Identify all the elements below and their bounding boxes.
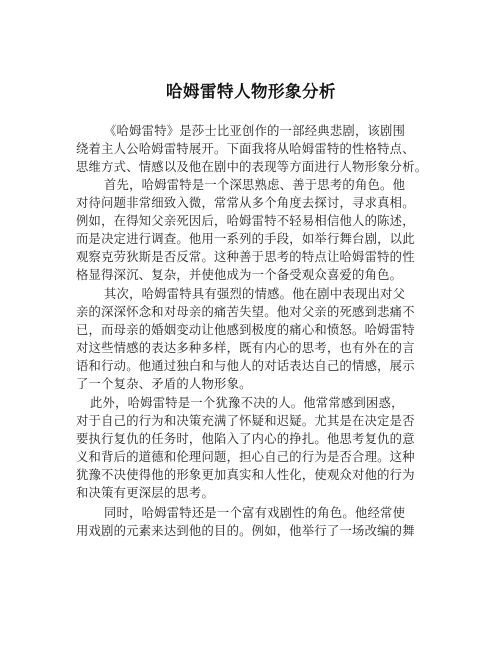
paragraph-line: 思维方式、情感以及他在剧中的表现等方面进行人物形象分析。: [76, 160, 428, 174]
paragraph-line: 格显得深沉、复杂，并使他成为一个备受观众喜爱的角色。: [76, 268, 403, 282]
document-title: 哈姆雷特人物形象分析: [166, 82, 336, 101]
paragraph-line: 要执行复仇的任务时，他陷入了内心的挣扎。他思考复仇的意: [76, 432, 415, 446]
paragraph-line: 《哈姆雷特》是莎士比亚创作的一部经典悲剧，该剧围: [104, 124, 406, 138]
paragraph-line: 对这些情感的表达多种多样，既有内心的思考，也有外在的言: [76, 341, 415, 355]
paragraph-line: 和决策有更深层的思考。: [76, 486, 215, 500]
paragraph-line: 绕着主人公哈姆雷特展开。下面我将从哈姆雷特的性格特点、: [76, 142, 415, 156]
paragraph-line: 犹豫不决使得他的形象更加真实和人性化，使观众对他的行为: [76, 468, 415, 482]
paragraph-line: 用戏剧的元素来达到他的目的。例如，他举行了一场改编的舞: [76, 524, 415, 538]
paragraph-line: 语和行动。他通过独白和与他人的对话表达自己的情感，展示: [76, 359, 415, 373]
paragraph-line: 已，而母亲的婚姻变动让他感到极度的痛心和愤怒。哈姆雷特: [76, 323, 415, 337]
paragraph-line: 首先，哈姆雷特是一个深思熟虑、善于思考的角色。他: [104, 178, 406, 192]
paragraph-line: 对待问题非常细致入微，常常从多个角度去探讨，寻求真相。: [76, 196, 415, 210]
paragraph-line: 对于自己的行为和决策充满了怀疑和迟疑。尤其是在决定是否: [76, 414, 415, 428]
paragraph-line: 而是决定进行调查。他用一系列的手段，如举行舞台剧，以此: [76, 232, 415, 246]
paragraph-line: 同时，哈姆雷特还是一个富有戏剧性的角色。他经常使: [104, 506, 406, 520]
paragraph-line: 例如，在得知父亲死因后，哈姆雷特不轻易相信他人的陈述，: [76, 214, 415, 228]
paragraph-line: 此外，哈姆雷特是一个犹豫不决的人。他常常感到困惑，: [90, 396, 404, 410]
paragraph-line: 义和背后的道德和伦理问题，担心自己的行为是否合理。这种: [76, 450, 415, 464]
paragraph-line: 亲的深深怀念和对母亲的痛苦失望。他对父亲的死感到悲痛不: [76, 305, 415, 319]
paragraph-line: 了一个复杂、矛盾的人物形象。: [76, 377, 252, 391]
paragraph-line: 其次，哈姆雷特具有强烈的情感。他在剧中表现出对父: [104, 287, 406, 301]
paragraph-line: 观察克劳狄斯是否反常。这种善于思考的特点让哈姆雷特的性: [76, 250, 415, 264]
